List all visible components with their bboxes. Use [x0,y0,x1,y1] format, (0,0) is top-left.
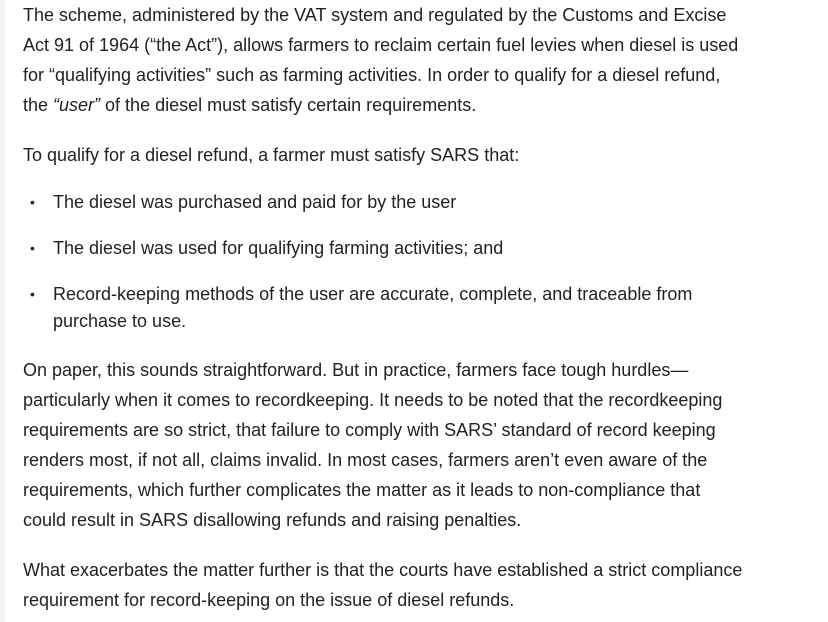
intro-line-4 [23,90,738,120]
bullet-icon: • [30,286,35,302]
bullet-icon: • [30,194,35,210]
practice-line-3: requirements are so strict, that failure to comply with SARS’ standard of record keeping [23,420,716,440]
left-border [0,0,5,622]
intro-line-2: Act 91 of 1964 (“the Act”), allows farmers to reclaim certain fuel levies when diesel is used [23,35,739,55]
practice-line-2: particularly when it comes to recordkeeping. It needs to be noted that the recordkeeping [23,390,723,410]
bullet-text [53,235,503,262]
qualify-lead-paragraph [23,140,519,170]
practice-line-4: renders most, if not all, claims invalid. In most cases, farmers aren’t even aware of the [23,450,708,470]
bullet-line: The diesel was used for qualifying farming activities; and [53,238,504,258]
qualify-lead-text: To qualify for a diesel refund, a farmer must satisfy SARS that: [23,145,520,165]
intro-line-4-start: the [23,95,54,115]
intro-paragraph [23,0,738,120]
practice-line-6: could result in SARS disallowing refunds and raising penalties. [23,510,522,530]
bullet-text [53,281,692,335]
practice-line-1: On paper, this sounds straightforward. But in practice, farmers face tough hurdles— [23,360,689,380]
courts-paragraph [23,555,742,615]
bullet-line: The diesel was purchased and paid for by the user [53,192,457,212]
bullet-icon: • [30,240,35,256]
intro-line-4-end: of the diesel must satisfy certain requirements. [100,95,477,115]
bullet-line: Record-keeping methods of the user are accurate, complete, and traceable from [53,284,693,304]
bullet-text [53,189,456,216]
user-emphasis: “user” [53,95,101,115]
courts-line-2: requirement for record-keeping on the issue of diesel refunds. [23,590,515,610]
intro-line-1: The scheme, administered by the VAT system and regulated by the Customs and Excise [23,5,727,25]
practice-paragraph [23,355,722,535]
bullet-line: purchase to use. [53,311,187,331]
practice-line-5: requirements, which further complicates the matter as it leads to non-compliance that [23,480,701,500]
intro-line-3: for “qualifying activities” such as farming activities. In order to qualify for a diesel refund, [23,65,721,85]
courts-line-1: What exacerbates the matter further is that the courts have established a strict compliance [23,560,743,580]
